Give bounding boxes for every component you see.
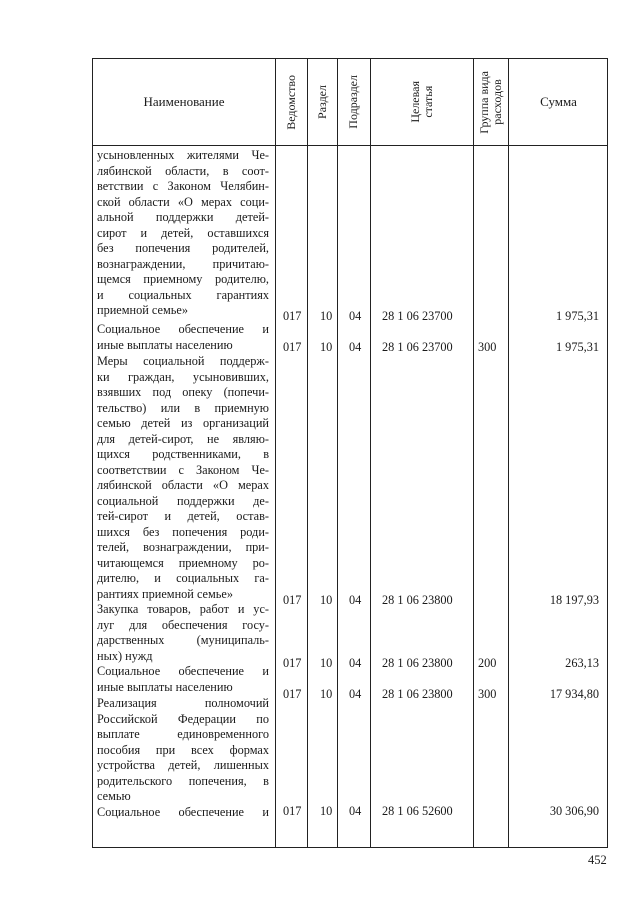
column-divider bbox=[307, 59, 308, 847]
header-podrazdel-label: Подраздел bbox=[346, 75, 360, 129]
row-name bbox=[97, 148, 269, 319]
header-gruppa bbox=[473, 59, 508, 145]
row-name-line: пособия при всех формах bbox=[97, 742, 269, 757]
cell-summa: 1 975,31 bbox=[555, 309, 599, 323]
row-name-line: дителю, и социальных га- bbox=[97, 571, 269, 585]
column-divider bbox=[370, 59, 371, 847]
row-name-line: Закупка товаров, работ и ус- bbox=[97, 602, 269, 616]
row-name-line: устройства детей, лишенных bbox=[97, 758, 269, 772]
cell-razdel: 10 bbox=[320, 687, 333, 701]
row-name-line: без попечения родителей, bbox=[97, 241, 269, 255]
cell-razdel: 10 bbox=[320, 309, 333, 323]
header-razdel-label: Раздел bbox=[314, 85, 329, 119]
cell-celevaya: 28 1 06 23800 bbox=[382, 656, 453, 670]
cell-podrazdel: 04 bbox=[349, 656, 362, 670]
header-vedomstvo bbox=[275, 59, 307, 145]
column-divider bbox=[337, 59, 338, 847]
row-name-line: Социальное обеспечение и bbox=[97, 664, 269, 678]
row-name-line: приемной семье» bbox=[97, 303, 188, 317]
cell-vedomstvo: 017 bbox=[283, 309, 302, 323]
row-name-line: иные выплаты населению bbox=[97, 679, 233, 694]
row-name bbox=[97, 805, 269, 821]
row-name bbox=[97, 322, 269, 353]
cell-gruppa: 300 bbox=[478, 340, 497, 354]
row-name-line: дарственных (муниципаль- bbox=[97, 633, 269, 647]
header-celevaya-label bbox=[409, 81, 435, 123]
cell-celevaya: 28 1 06 23700 bbox=[382, 340, 453, 354]
row-name-line: выплате единовременного bbox=[97, 727, 269, 741]
row-name-line: и социальных гарантиях bbox=[97, 287, 269, 302]
row-name-line: телей, вознаграждении, при- bbox=[97, 540, 269, 554]
page-number: 452 bbox=[588, 853, 607, 867]
header-razdel bbox=[307, 59, 337, 145]
row-name-line: лябинской области «О мерах bbox=[97, 478, 269, 492]
row-name-line: читающемся приемному ро- bbox=[97, 555, 269, 570]
column-divider bbox=[508, 59, 509, 847]
cell-summa: 1 975,31 bbox=[555, 340, 599, 354]
row-name bbox=[97, 664, 269, 695]
row-name bbox=[97, 354, 269, 602]
row-name-line: сирот и детей, оставшихся bbox=[97, 225, 269, 240]
header-gruppa-line: Группа вида bbox=[476, 70, 491, 134]
cell-podrazdel: 04 bbox=[349, 687, 362, 701]
cell-celevaya: 28 1 06 52600 bbox=[382, 804, 453, 818]
row-name-line: альной поддержки детей- bbox=[97, 210, 269, 224]
row-name-line: лябинской области, в соот- bbox=[97, 163, 269, 178]
row-name-line: рантиях приемной семье» bbox=[97, 586, 234, 601]
cell-summa: 263,13 bbox=[565, 656, 599, 670]
cell-summa: 30 306,90 bbox=[549, 804, 599, 818]
row-name-line: щихся родственниками, в bbox=[97, 447, 269, 461]
row-name-line: для детей-сирот, не являю- bbox=[97, 431, 269, 446]
row-name-line: тельство) или в приемную bbox=[97, 400, 269, 415]
cell-podrazdel: 04 bbox=[349, 593, 362, 607]
row-name-line: Меры социальной поддерж- bbox=[97, 354, 269, 368]
header-gruppa-line: расходов bbox=[489, 79, 504, 125]
row-name bbox=[97, 602, 269, 664]
row-name-line: ветствии с Законом Челябин- bbox=[97, 179, 269, 193]
row-name-line: социальной поддержки де- bbox=[97, 493, 269, 508]
column-divider bbox=[473, 59, 474, 847]
cell-summa: 17 934,80 bbox=[549, 687, 599, 701]
header-vedomstvo-label: Ведомство bbox=[283, 74, 298, 130]
budget-table bbox=[92, 58, 608, 848]
row-name-line: луг для обеспечения госу- bbox=[97, 617, 269, 632]
header-podrazdel bbox=[337, 59, 370, 145]
column-divider bbox=[275, 59, 276, 847]
row-name-line: Социальное обеспечение и bbox=[97, 322, 269, 336]
cell-celevaya: 28 1 06 23800 bbox=[382, 687, 453, 701]
cell-celevaya: 28 1 06 23700 bbox=[382, 309, 453, 323]
row-name-line: шихся без попечения роди- bbox=[97, 524, 269, 539]
header-celevaya-line: Целевая bbox=[407, 81, 422, 123]
row-name-line: соответствии с Законом Че- bbox=[97, 462, 269, 477]
row-name-line: семью детей из организаций bbox=[97, 416, 269, 430]
cell-gruppa: 300 bbox=[478, 687, 497, 701]
row-name-line: ки граждан, усыновивших, bbox=[97, 369, 269, 384]
cell-vedomstvo: 017 bbox=[283, 593, 302, 607]
cell-vedomstvo: 017 bbox=[283, 340, 302, 354]
header-summa: Сумма bbox=[540, 94, 577, 109]
row-name-line: родительского попечения, в bbox=[97, 773, 269, 788]
cell-vedomstvo: 017 bbox=[283, 687, 302, 701]
header-celevaya-line: статья bbox=[420, 86, 435, 118]
header-celevaya bbox=[370, 59, 473, 145]
row-name-line: Реализация полномочий bbox=[97, 696, 269, 710]
cell-celevaya: 28 1 06 23800 bbox=[382, 593, 453, 607]
cell-podrazdel: 04 bbox=[349, 804, 362, 818]
cell-razdel: 10 bbox=[320, 656, 333, 670]
cell-summa: 18 197,93 bbox=[549, 593, 599, 607]
row-name-line: усыновленных жителями Че- bbox=[97, 148, 269, 162]
cell-razdel: 10 bbox=[320, 340, 333, 354]
cell-razdel: 10 bbox=[320, 593, 333, 607]
row-name-line: тей-сирот и детей, остав- bbox=[97, 509, 269, 523]
row-name bbox=[97, 696, 269, 805]
header-gruppa-label bbox=[478, 71, 504, 134]
row-name-line: семью bbox=[97, 789, 131, 803]
row-name-line: иные выплаты населению bbox=[97, 337, 233, 352]
header-divider bbox=[93, 145, 607, 146]
row-name-line: Социальное обеспечение и bbox=[97, 805, 269, 819]
header-name: Наименование bbox=[143, 94, 225, 109]
cell-gruppa: 200 bbox=[478, 656, 497, 670]
row-name-line: ской области «О мерах соци- bbox=[97, 194, 269, 209]
cell-podrazdel: 04 bbox=[349, 309, 362, 323]
row-name-line: взявших под опеку (попечи- bbox=[97, 385, 269, 399]
cell-vedomstvo: 017 bbox=[283, 804, 302, 818]
cell-vedomstvo: 017 bbox=[283, 656, 302, 670]
row-name-line: щемся приемному родителю, bbox=[97, 272, 269, 286]
cell-podrazdel: 04 bbox=[349, 340, 362, 354]
row-name-line: ных) нужд bbox=[97, 648, 153, 663]
row-name-line: вознаграждении, причитаю- bbox=[97, 256, 269, 271]
cell-razdel: 10 bbox=[320, 804, 333, 818]
row-name-line: Российской Федерации по bbox=[97, 711, 269, 726]
